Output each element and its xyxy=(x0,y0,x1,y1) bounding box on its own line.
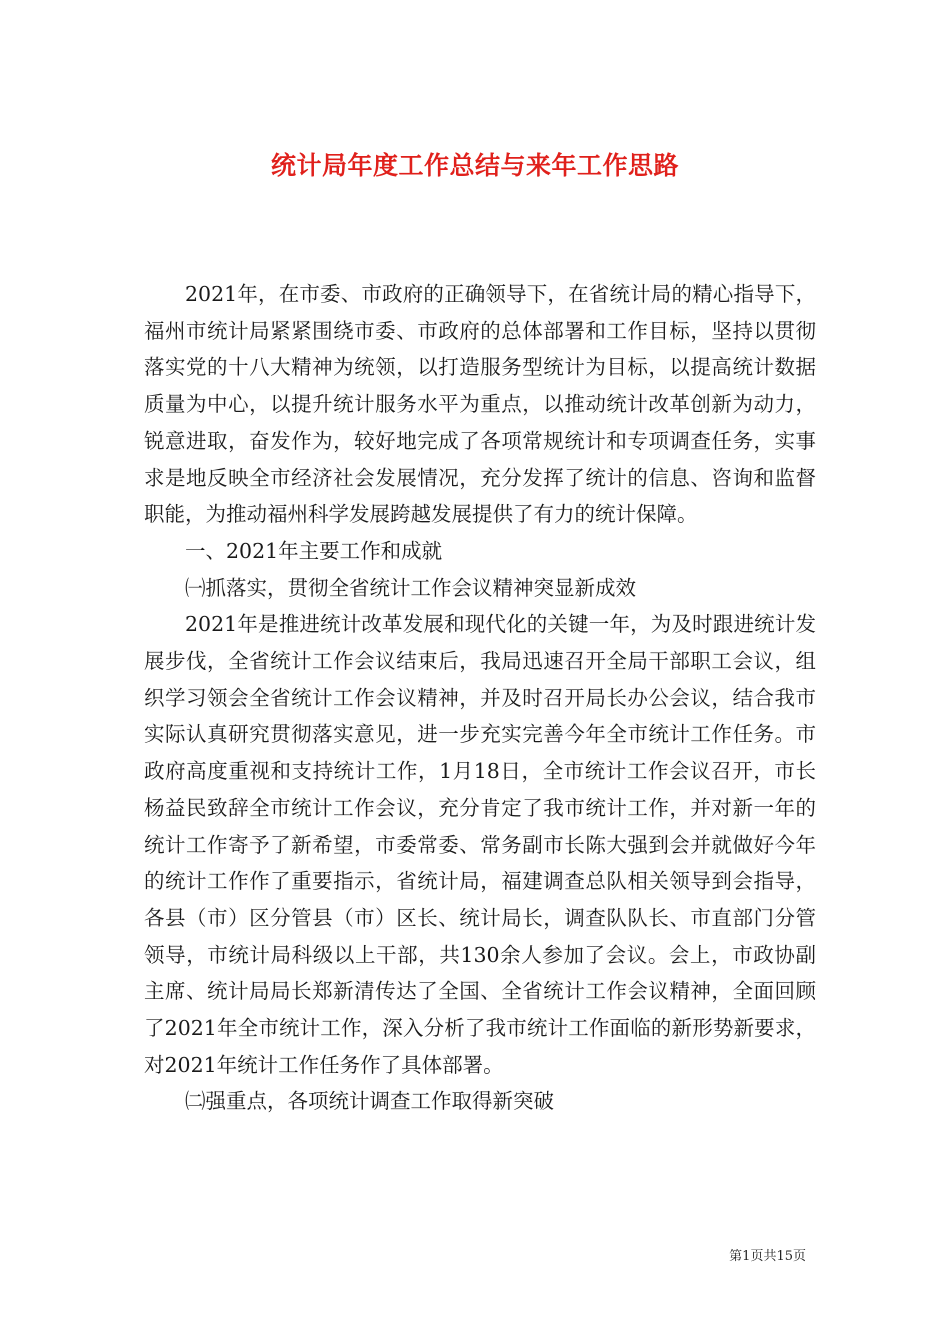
page-number: 第1页共15页 xyxy=(729,1249,806,1264)
document-body xyxy=(144,276,816,1120)
body-paragraph: 2021年是推进统计改革发展和现代化的关键一年，为及时跟进统计发展步伐，全省统计工作会议结束后，我局迅速召开全局干部职工会议，组织学习领会全省统计工作会议精神，并及时召开局长办公会议，结合我市实际认真研究贯彻落实意见，进一步充实完善今年全市统计工作任务。市政府高度重视和支持统计工作，1月18日，全市统计工作会议召开，市长杨益民致辞全市统计工作会议，充分肯定了我市统计工作，并对新一年的统计工作寄予了新希望，市委常委、常务副市长陈大强到会并就做好今年的统计工作作了重要指示，省统计局，福建调查总队相关领导到会指导，各县（市）区分管县（市）区长、统计局长，调查队队长、市直部门分管领导，市统计局科级以上干部，共130余人参加了会议。会上，市政协副主席、统计局局长郑新清传达了全国、全省统计工作会议精神，全面回顾了2021年全市统计工作，深入分析了我市统计工作面临的新形势新要求，对2021年统计工作任务作了具体部署。 xyxy=(144,612,816,1077)
subsection-heading-2: ㈡强重点，各项统计调查工作取得新突破 xyxy=(185,1089,554,1114)
document-title: 统计局年度工作总结与来年工作思路 xyxy=(270,150,679,180)
section-heading-1: 一、2021年主要工作和成就 xyxy=(185,538,443,563)
subsection-heading-1: ㈠抓落实，贯彻全省统计工作会议精神突显新成效 xyxy=(185,575,636,600)
intro-paragraph: 2021年，在市委、市政府的正确领导下，在省统计局的精心指导下，福州市统计局紧紧围绕市委、市政府的总体部署和工作目标，坚持以贯彻落实党的十八大精神为统领，以打造服务型统计为目标，以提高统计数据质量为中心，以提升统计服务水平为重点，以推动统计改革创新为动力，锐意进取，奋发作为，较好地完成了各项常规统计和专项调查任务，实事求是地反映全市经济社会发展情况，充分发挥了统计的信息、咨询和监督职能，为推动福州科学发展跨越发展提供了有力的统计保障。 xyxy=(144,282,816,527)
